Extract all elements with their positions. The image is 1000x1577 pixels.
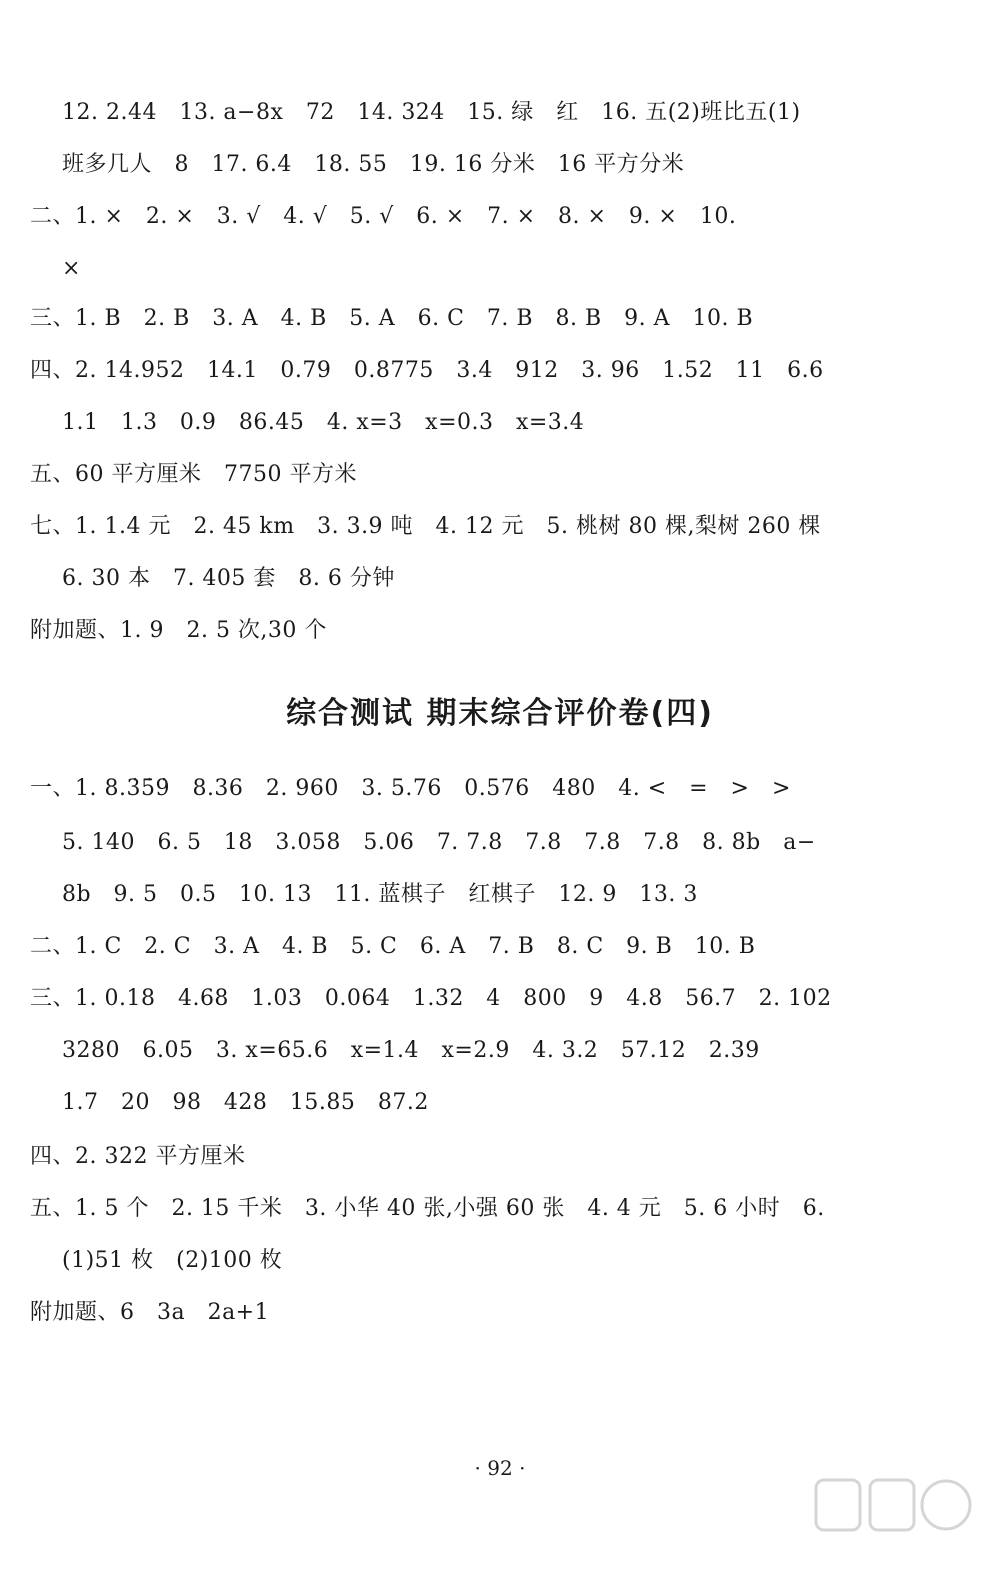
line-15: 二、1. C 2. C 3. A 4. B 5. C 6. A 7. B 8. C 9. B 10. B xyxy=(30,934,756,959)
line-7: 1.1 1.3 0.9 86.45 4. x=3 x=0.3 x=3.4 xyxy=(62,410,585,435)
line-6: 四、2. 14.952 14.1 0.79 0.8775 3.4 912 3. 96 1.52 11 6.6 xyxy=(30,358,824,383)
line-12: 一、1. 8.3̇5̇9̇ 8.36 2. 960 3. 5.76 0.576 480 4. < = > > xyxy=(30,776,791,801)
line-11: 附加题、1. 9 2. 5 次,30 个 xyxy=(30,618,327,643)
line-19: 四、2. 322 平方厘米 xyxy=(30,1144,246,1169)
page-number: · 92 · xyxy=(474,1456,526,1480)
line-17: 3280 6.05 3. x=65.6 x=1.4 x=2.9 4. 3.2 57.12 2.39 xyxy=(62,1038,760,1063)
watermark-logo xyxy=(808,1474,978,1569)
line-2: 班多几人 8 17. 6.4 18. 55 19. 16 分米 16 平方分米 xyxy=(62,152,685,177)
line-5: 三、1. B 2. B 3. A 4. B 5. A 6. C 7. B 8. B 9. A 10. B xyxy=(30,306,754,331)
line-16: 三、1. 0.18 4.68 1.03 0.064 1.32 4 800 9 4.8 56.7 2. 102 xyxy=(30,986,832,1011)
line-13: 5. 140 6. 5 18 3.058 5.06 7. 7.8 7.8 7.8 7.8 8. 8b a− xyxy=(62,830,816,855)
line-20: 五、1. 5 个 2. 15 千米 3. 小华 40 张,小强 60 张 4. 4 元 5. 6 小时 6. xyxy=(30,1196,825,1221)
line-9: 七、1. 1.4 元 2. 45 km 3. 3.9 吨 4. 12 元 5. 桃树 80 棵,梨树 260 棵 xyxy=(30,514,821,539)
section-title: 综合测试 期末综合评价卷(四) xyxy=(286,696,714,731)
line-22: 附加题、6 3a 2a+1 xyxy=(30,1300,270,1325)
line-4: × xyxy=(62,256,81,281)
line-10: 6. 30 本 7. 405 套 8. 6 分钟 xyxy=(62,566,395,591)
line-3: 二、1. × 2. × 3. √ 4. √ 5. √ 6. × 7. × 8. × 9. × 10. xyxy=(30,204,737,229)
line-8: 五、60 平方厘米 7750 平方米 xyxy=(30,462,357,487)
line-14: 8b 9. 5 0.5 10. 13 11. 蓝棋子 红棋子 12. 9 13. 3 xyxy=(62,882,698,907)
line-18: 1.7 20 98 428 15.85 87.2 xyxy=(62,1090,429,1115)
line-21: (1)51 枚 (2)100 枚 xyxy=(62,1248,283,1273)
line-1: 12. 2.44 13. a−8x 72 14. 324 15. 绿 红 16. 五(2)班比五(1) xyxy=(62,100,801,125)
